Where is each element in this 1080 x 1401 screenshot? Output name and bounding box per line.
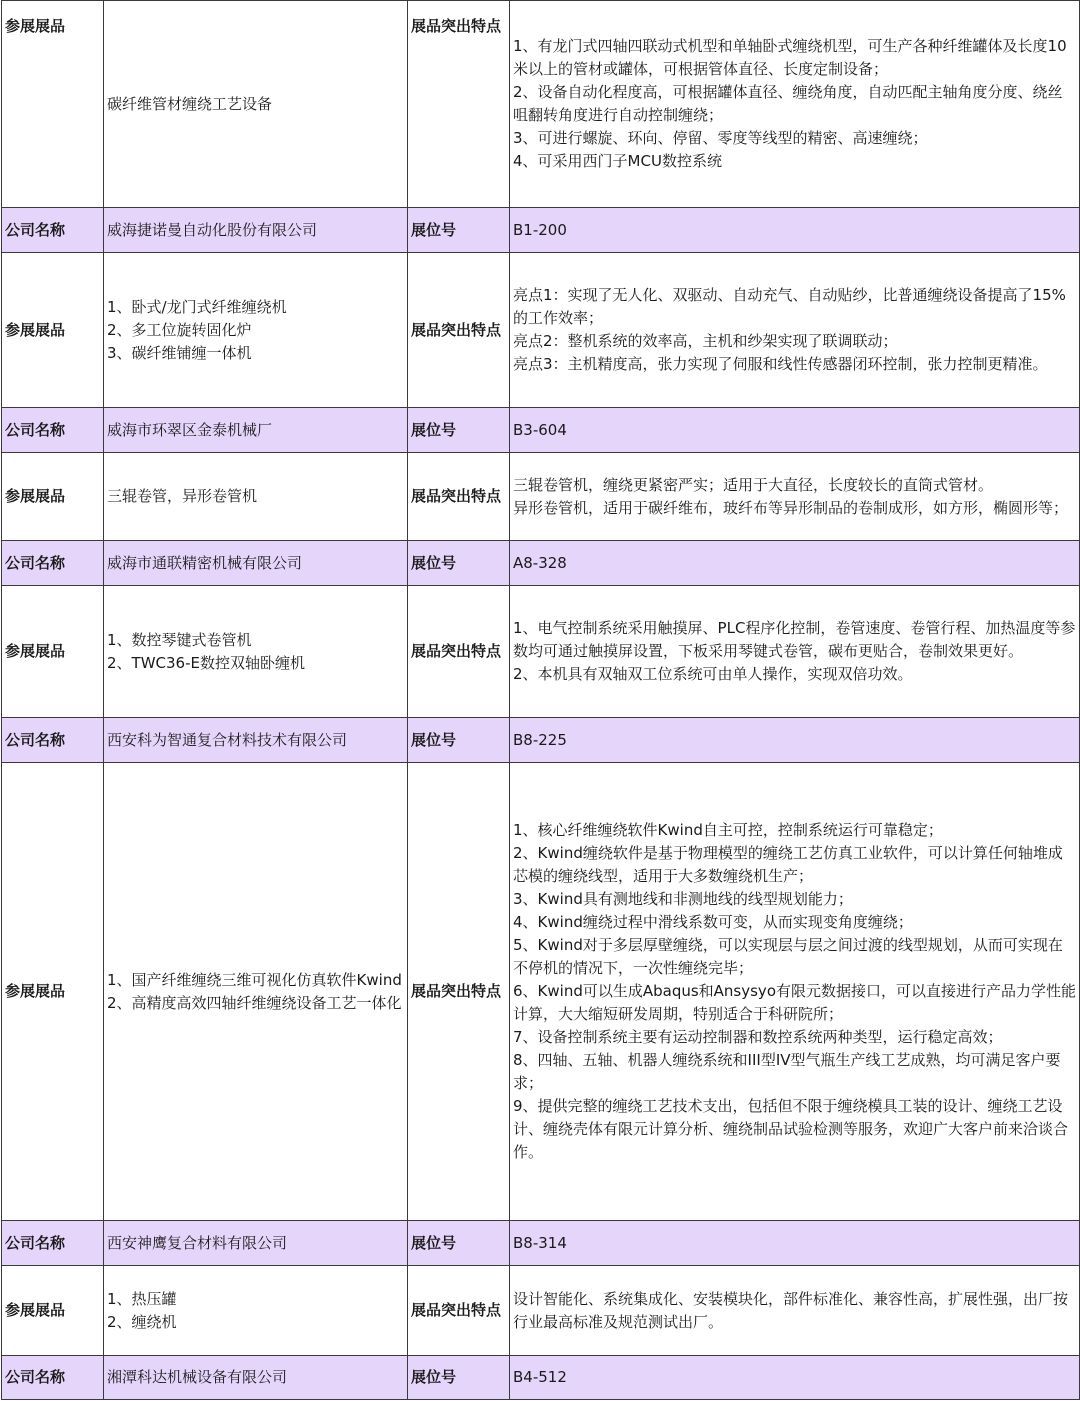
exhibit-products-line: 1、热压罐 [107, 1289, 177, 1308]
company-name: 西安科为智通复合材料技术有限公司 [104, 718, 408, 763]
exhibit-row [2, 1, 1080, 208]
exhibit-label: 参展展品 [2, 453, 104, 541]
company-label: 公司名称 [2, 541, 104, 586]
exhibit-products-line: 2、TWC36-E数控双轴卧缠机 [107, 653, 305, 672]
company-label: 公司名称 [2, 208, 104, 253]
booth-label: 展位号 [408, 541, 510, 586]
booth-number: B8-225 [510, 718, 1080, 763]
company-row [2, 718, 1080, 763]
company-row [2, 541, 1080, 586]
exhibit-products-line: 1、数控琴键式卷管机 [107, 630, 252, 649]
exhibit-row [2, 1266, 1080, 1356]
company-row [2, 1356, 1080, 1400]
exhibit-label: 参展展品 [2, 1266, 104, 1356]
exhibit-products [104, 253, 408, 408]
exhibit-products [104, 763, 408, 1221]
company-name: 威海市环翠区金泰机械厂 [104, 408, 408, 453]
exhibit-features-line: 3、可进行螺旋、环向、停留、零度等线型的精密、高速缠绕； [513, 129, 928, 147]
exhibit-features [510, 1266, 1080, 1356]
feature-label: 展品突出特点 [408, 763, 510, 1221]
exhibit-features [510, 453, 1080, 541]
feature-label: 展品突出特点 [408, 1, 510, 208]
exhibit-features-line: 8、四轴、五轴、机器人缠绕系统和III型IV型气瓶生产线工艺成熟，均可满足客户要求； [513, 1051, 1061, 1092]
exhibit-features-line: 7、设备控制系统主要有运动控制器和数控系统两种类型，运行稳定高效； [513, 1028, 1003, 1046]
booth-label: 展位号 [408, 1221, 510, 1266]
exhibit-features-line: 1、有龙门式四轴四联动式机型和单轴卧式缠绕机型，可生产各种纤维罐体及长度10米以上的管材或罐体，可根据管体直径、长度定制设备； [513, 37, 1067, 78]
exhibit-features-line: 4、可采用西门子MCU数控系统 [513, 152, 722, 170]
exhibit-row [2, 586, 1080, 718]
exhibit-products-line: 2、高精度高效四轴纤维缠绕设备工艺一体化 [107, 993, 402, 1012]
company-label: 公司名称 [2, 1356, 104, 1400]
booth-number: A8-328 [510, 541, 1080, 586]
booth-label: 展位号 [408, 208, 510, 253]
exhibit-products-line: 碳纤维管材缠绕工艺设备 [107, 94, 273, 113]
exhibit-features-line: 亮点1：实现了无人化、双驱动、自动充气、自动贴纱，比普通缠绕设备提高了15%的工作效率； [513, 286, 1066, 327]
exhibit-label: 参展展品 [2, 586, 104, 718]
exhibit-features-line: 5、Kwind对于多层厚壁缠绕，可以实现层与层之间过渡的线型规划，从而可实现在不停机的情况下，一次性缠绕完毕； [513, 936, 1063, 977]
exhibit-features-line: 1、电气控制系统采用触摸屏、PLC程序化控制，卷管速度、卷管行程、加热温度等参数均可通过触摸屏设置，下板采用琴键式卷管，碳布更贴合，卷制效果更好。 [513, 619, 1076, 660]
exhibitor-table [1, 0, 1080, 1400]
company-row [2, 408, 1080, 453]
booth-number: B8-314 [510, 1221, 1080, 1266]
exhibit-features-line: 1、核心纤维缠绕软件Kwind自主可控，控制系统运行可靠稳定； [513, 821, 943, 839]
company-name: 湘潭科达机械设备有限公司 [104, 1356, 408, 1400]
exhibit-features-line: 亮点3：主机精度高，张力实现了伺服和线性传感器闭环控制，张力控制更精准。 [513, 355, 1048, 373]
exhibit-features-line: 4、Kwind缠绕过程中滑线系数可变，从而实现变角度缠绕； [513, 913, 913, 931]
exhibit-products-line: 2、多工位旋转固化炉 [107, 320, 252, 339]
exhibit-products [104, 586, 408, 718]
booth-label: 展位号 [408, 408, 510, 453]
exhibit-features-line: 亮点2：整机系统的效率高，主机和纱架实现了联调联动； [513, 332, 898, 350]
company-name: 西安神鹰复合材料有限公司 [104, 1221, 408, 1266]
exhibit-label: 参展展品 [2, 763, 104, 1221]
exhibit-features [510, 253, 1080, 408]
exhibit-products-line: 1、国产纤维缠绕三维可视化仿真软件Kwind [107, 970, 402, 989]
company-name: 威海捷诺曼自动化股份有限公司 [104, 208, 408, 253]
exhibit-features-line: 2、设备自动化程度高，可根据罐体直径、缠绕角度，自动匹配主轴角度分度、绕丝咀翻转角度进行自动控制缠绕； [513, 83, 1063, 124]
company-label: 公司名称 [2, 1221, 104, 1266]
booth-number: B3-604 [510, 408, 1080, 453]
exhibit-features [510, 763, 1080, 1221]
exhibit-features-line: 2、本机具有双轴双工位系统可由单人操作，实现双倍功效。 [513, 665, 913, 683]
feature-label: 展品突出特点 [408, 253, 510, 408]
exhibit-features [510, 586, 1080, 718]
exhibit-features-line: 3、Kwind具有测地线和非测地线的线型规划能力； [513, 890, 853, 908]
exhibit-row [2, 763, 1080, 1221]
exhibit-features-line: 设计智能化、系统集成化、安装模块化，部件标准化、兼容性高，扩展性强，出厂按行业最高标准及规范测试出厂。 [513, 1289, 1069, 1331]
company-label: 公司名称 [2, 718, 104, 763]
feature-label: 展品突出特点 [408, 586, 510, 718]
exhibit-label: 参展展品 [2, 253, 104, 408]
exhibit-products-line: 1、卧式/龙门式纤维缠绕机 [107, 297, 287, 316]
company-row [2, 208, 1080, 253]
exhibitor-table-body [2, 1, 1080, 1400]
exhibit-products-line: 三辊卷管，异形卷管机 [107, 487, 258, 505]
exhibit-products [104, 1266, 408, 1356]
exhibit-products-line: 2、缠绕机 [107, 1312, 177, 1331]
booth-label: 展位号 [408, 1356, 510, 1400]
exhibit-features-line: 三辊卷管机，缠绕更紧密严实；适用于大直径，长度较长的直筒式管材。 [513, 475, 994, 494]
exhibit-features-line: 6、Kwind可以生成Abaqus和Ansysyo有限元数据接口，可以直接进行产品力学性能计算，大大缩短研发周期，特别适合于科研院所； [513, 982, 1076, 1023]
exhibit-features [510, 1, 1080, 208]
exhibit-products [104, 453, 408, 541]
exhibit-features-line: 9、提供完整的缠绕工艺技术支出，包括但不限于缠绕模具工装的设计、缠绕工艺设计、缠绕壳体有限元计算分析、缠绕制品试验检测等服务，欢迎广大客户前来洽谈合作。 [513, 1097, 1069, 1161]
exhibit-row [2, 453, 1080, 541]
exhibit-features-line: 异形卷管机，适用于碳纤维布，玻纤布等异形制品的卷制成形，如方形，椭圆形等； [513, 498, 1069, 517]
company-name: 威海市通联精密机械有限公司 [104, 541, 408, 586]
exhibit-features-line: 2、Kwind缠绕软件是基于物理模型的缠绕工艺仿真工业软件，可以计算任何轴堆成芯模的缠绕线型，适用于大多数缠绕机生产； [513, 844, 1063, 885]
exhibit-row [2, 253, 1080, 408]
exhibit-label: 参展展品 [2, 1, 104, 208]
booth-label: 展位号 [408, 718, 510, 763]
exhibit-products [104, 1, 408, 208]
exhibit-products-line: 3、碳纤维铺缠一体机 [107, 343, 252, 362]
feature-label: 展品突出特点 [408, 1266, 510, 1356]
company-row [2, 1221, 1080, 1266]
booth-number: B4-512 [510, 1356, 1080, 1400]
company-label: 公司名称 [2, 408, 104, 453]
booth-number: B1-200 [510, 208, 1080, 253]
feature-label: 展品突出特点 [408, 453, 510, 541]
